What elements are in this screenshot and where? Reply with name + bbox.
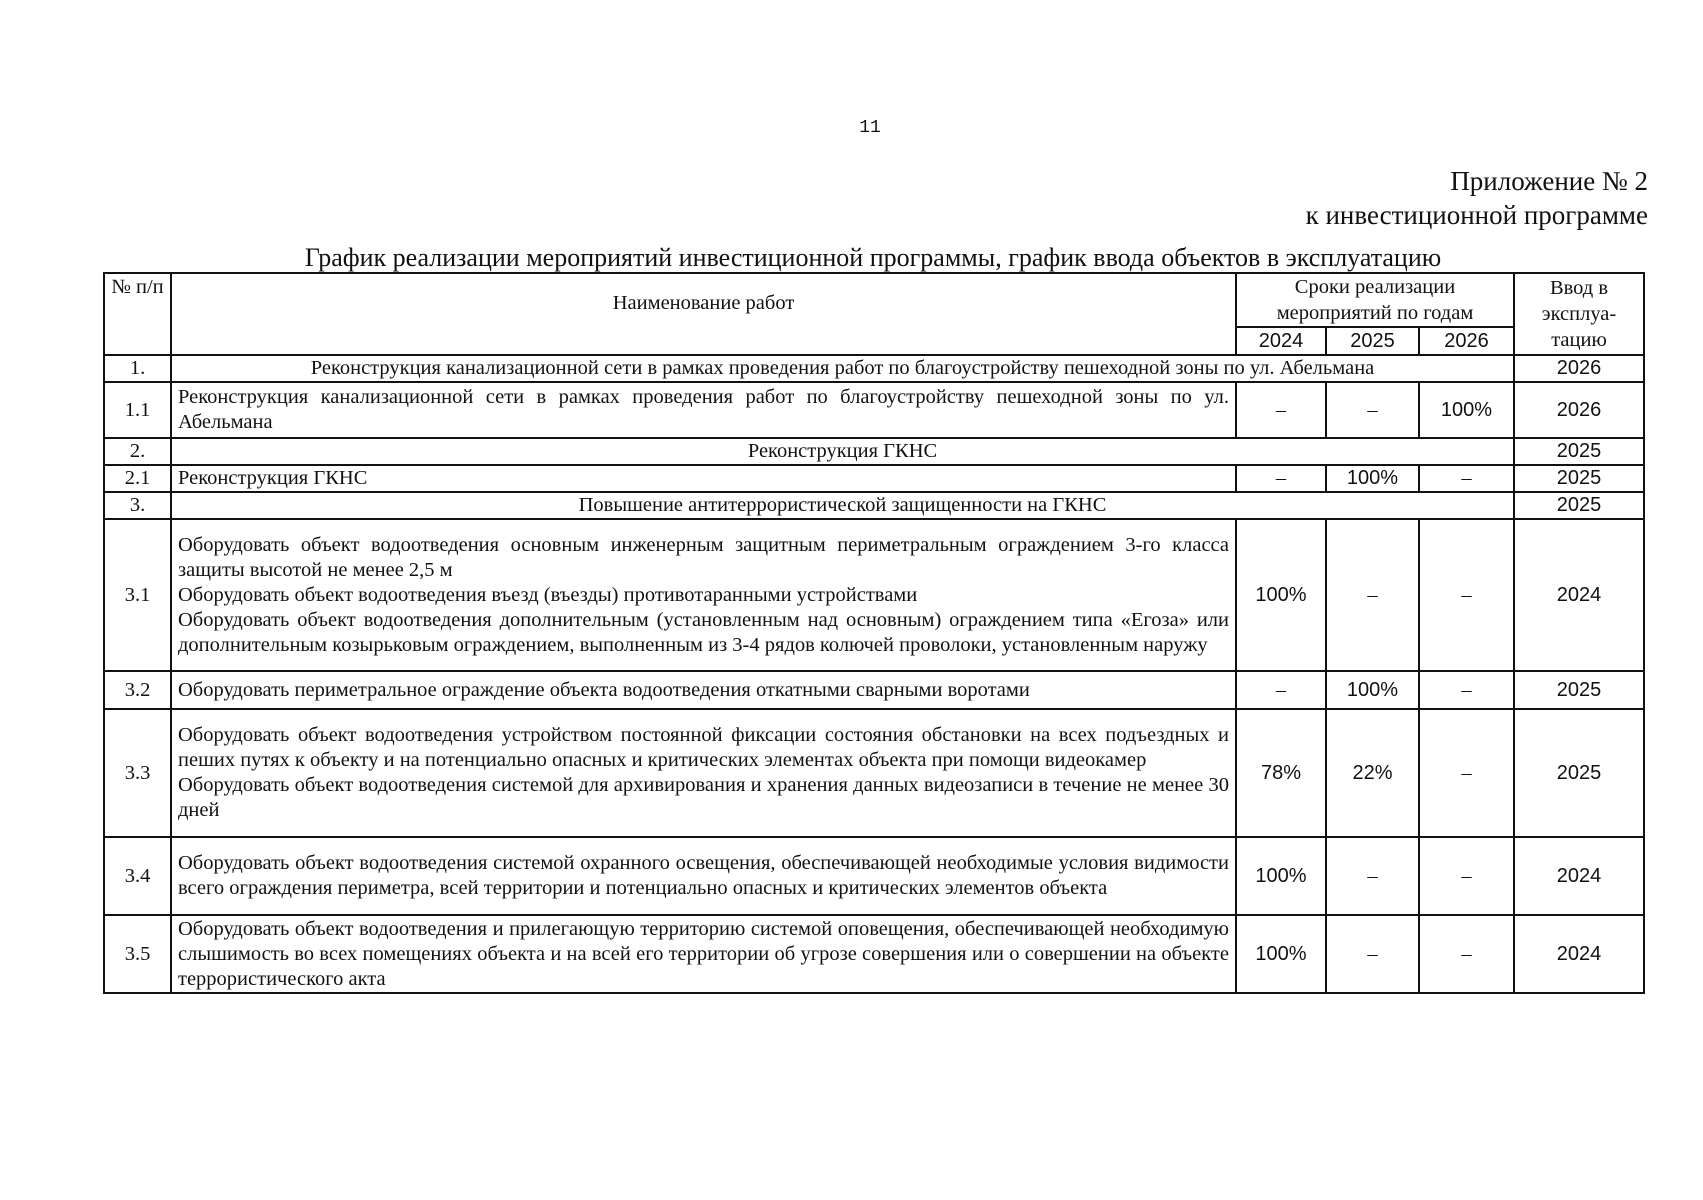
row-name-line: Оборудовать объект водоотведения основным инженерным защитным периметральным ограждением 3-го класса защиты высотой не менее 2,5 м [178, 533, 1229, 581]
row-commission: 2024 [1514, 519, 1644, 671]
row-name: Оборудовать объект водоотведения и прилегающую территорию системой оповещения, обеспечивающей необходимую слышимость во всех помещениях объекта и на всей его территории об угрозе совершения или о совершении на объекте террористического акта [171, 915, 1236, 993]
row-name-line: Оборудовать объект водоотведения устройством постоянной фиксации состояния обстановки на всех подъездных и пеших путях к объекту и на потенциально опасных и критических элементах объекта при помощи видеокамер [178, 724, 1229, 771]
document-title: График реализации мероприятий инвестиционной программы, график ввода объектов в эксплуатацию [304, 243, 1442, 272]
appendix-line-2: к инвестиционной программе [1305, 200, 1648, 230]
section-title: Повышение антитеррористической защищенности на ГКНС [171, 492, 1514, 519]
row-2025: 100% [1326, 465, 1419, 492]
row-2025: – [1326, 837, 1419, 915]
row-2025: – [1326, 915, 1419, 993]
row-2024: 100% [1236, 915, 1326, 993]
section-row [104, 438, 1644, 465]
table-row [104, 465, 1644, 492]
header-year-2026: 2026 [1419, 327, 1514, 355]
row-2024: 78% [1236, 709, 1326, 837]
header-name: Наименование работ [171, 273, 1236, 355]
table-row [104, 382, 1644, 438]
row-2025: – [1326, 519, 1419, 671]
row-2024: 100% [1236, 519, 1326, 671]
table-row [104, 671, 1644, 709]
row-name-line: Оборудовать объект водоотведения дополнительным (установленным над основным) ограждением типа «Егоза» или дополнительным козырьковым ограждением, выполненным из 3-4 рядов колючей проволоки, установленным наружу [178, 608, 1229, 656]
header-periods: Сроки реализации мероприятий по годам [1236, 273, 1514, 327]
row-2025: – [1326, 382, 1419, 438]
section-num: 1. [104, 355, 171, 382]
row-2026: – [1419, 519, 1514, 671]
row-2024: 100% [1236, 837, 1326, 915]
row-commission: 2024 [1514, 915, 1644, 993]
row-2025: 100% [1326, 671, 1419, 709]
table-row [104, 519, 1644, 671]
row-commission: 2025 [1514, 671, 1644, 709]
header-commission: Ввод в эксплуа-тацию [1514, 273, 1644, 355]
row-num: 3.3 [104, 709, 171, 837]
row-commission: 2025 [1514, 465, 1644, 492]
page-number: 11 [859, 118, 881, 138]
row-2026: – [1419, 671, 1514, 709]
row-name: Реконструкция канализационной сети в рамках проведения работ по благоустройству пешеходной зоны по ул. Абельмана [171, 382, 1236, 438]
row-name [171, 519, 1236, 671]
row-name: Оборудовать периметральное ограждение объекта водоотведения откатными сварными воротами [171, 671, 1236, 709]
row-2024: – [1236, 465, 1326, 492]
row-2025: 22% [1326, 709, 1419, 837]
row-commission: 2024 [1514, 837, 1644, 915]
header-year-2024: 2024 [1236, 327, 1326, 355]
row-num: 3.1 [104, 519, 171, 671]
section-num: 3. [104, 492, 171, 519]
table-row [104, 709, 1644, 837]
row-2026: – [1419, 915, 1514, 993]
section-title: Реконструкция канализационной сети в рамках проведения работ по благоустройству пешеходной зоны по ул. Абельмана [171, 355, 1514, 382]
row-num: 1.1 [104, 382, 171, 438]
appendix-caption [1306, 164, 1648, 232]
section-num: 2. [104, 438, 171, 465]
table-row [104, 915, 1644, 993]
row-name-line: Оборудовать объект водоотведения системой для архивирования и хранения данных видеозаписи в течение не менее 30 дней [178, 774, 1229, 821]
row-name [171, 709, 1236, 837]
section-title: Реконструкция ГКНС [171, 438, 1514, 465]
row-name-line: Оборудовать объект водоотведения въезд (въезды) противотаранными устройствами [178, 583, 918, 606]
row-commission: 2025 [1514, 709, 1644, 837]
section-commission: 2025 [1514, 438, 1644, 465]
row-2026: – [1419, 709, 1514, 837]
row-2026: 100% [1419, 382, 1514, 438]
row-name: Оборудовать объект водоотведения системой охранного освещения, обеспечивающей необходимые условия видимости всего ограждения периметра, всей территории и потенциально опасных и критических элементов объекта [171, 837, 1236, 915]
section-commission: 2025 [1514, 492, 1644, 519]
section-row [104, 355, 1644, 382]
header-row [104, 273, 1644, 327]
row-commission: 2026 [1514, 382, 1644, 438]
row-2024: – [1236, 382, 1326, 438]
row-2026: – [1419, 837, 1514, 915]
header-year-2025: 2025 [1326, 327, 1419, 355]
header-num: № п/п [104, 273, 171, 355]
appendix-line-1: Приложение № 2 [1450, 166, 1648, 196]
row-2024: – [1236, 671, 1326, 709]
row-num: 2.1 [104, 465, 171, 492]
row-num: 3.4 [104, 837, 171, 915]
section-commission: 2026 [1514, 355, 1644, 382]
schedule-table [103, 272, 1645, 994]
row-num: 3.5 [104, 915, 171, 993]
row-num: 3.2 [104, 671, 171, 709]
row-2026: – [1419, 465, 1514, 492]
table-row [104, 837, 1644, 915]
row-name: Реконструкция ГКНС [171, 465, 1236, 492]
section-row [104, 492, 1644, 519]
